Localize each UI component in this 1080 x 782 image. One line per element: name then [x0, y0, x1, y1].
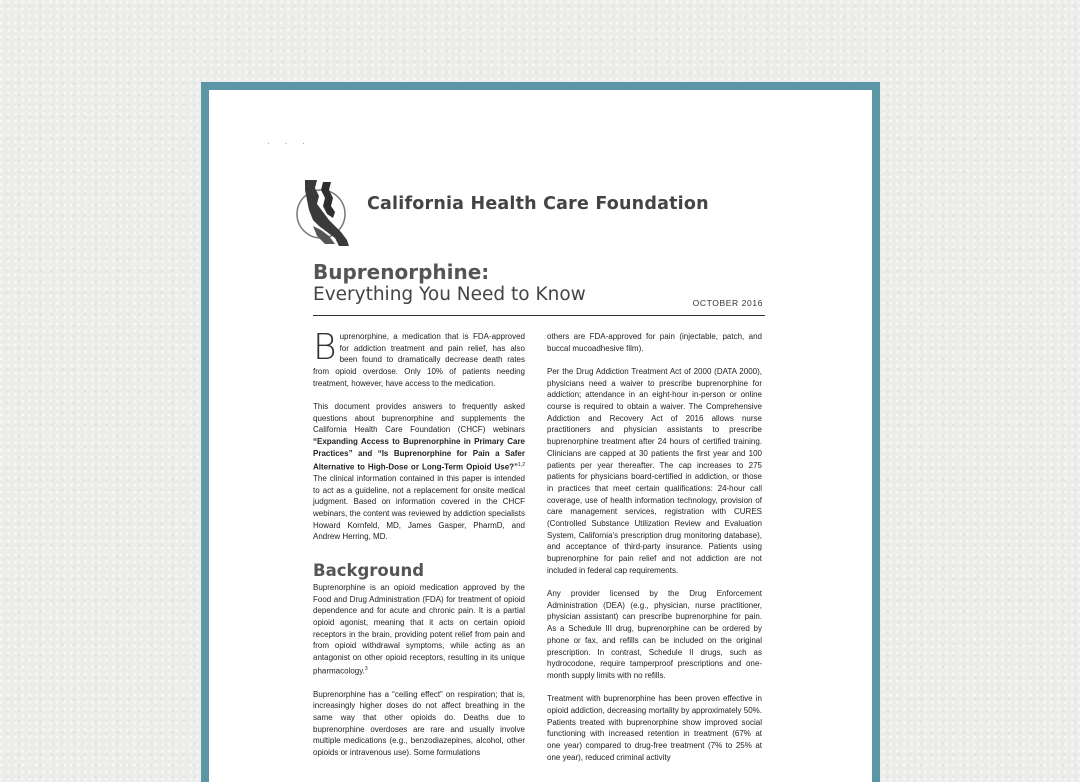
background-paragraph-1 [313, 582, 525, 677]
webinar-paragraph [313, 401, 525, 543]
doc-title: Buprenorphine: [313, 260, 490, 284]
background-footnote: 3 [364, 665, 368, 672]
title-rule [313, 315, 765, 316]
background-text-1: Buprenorphine is an opioid medication approved by the Food and Drug Administration (FDA) for treatment of opioid dependence and for acute and chronic pain. It is a partial opioid agonist, meaning that it acts on certain opioid receptors in the brain, providing potent relief from pain and from opioid withdrawal symptoms, while acting as an antagonist on other opioid receptors, resulting in its unique pharmacology. [313, 582, 525, 676]
webinar-footnote: 1,2 [518, 461, 525, 468]
california-state-logo-icon [295, 176, 361, 248]
drop-cap: B [313, 327, 337, 368]
right-paragraph-1: others are FDA-approved for pain (injectable, patch, and buccal mucoadhesive film). [547, 332, 762, 353]
left-column [313, 327, 525, 770]
doc-subtitle: Everything You Need to Know [313, 284, 586, 305]
intro-paragraph [313, 327, 525, 390]
title-block [313, 260, 765, 306]
webinar-text-b: The clinical information contained in this paper is intended to act as a guideline, not a replacement for onsite medical judgment. Based on information covered in the CHCF webinars, the content was reviewed by addiction specialists Howard Kornfeld, MD, James Gasper, PharmD, and Andrew Herring, MD. [313, 473, 525, 542]
right-paragraph-4: Treatment with buprenorphine has been proven effective in opioid addiction, decreasing mortality by approximately 50%. Patients treated with buprenorphine show improved social functioning with increased retention in treatment (67% at one year) compared to drug-free treatment (7% to 25% at one year), reduced criminal activity [547, 694, 762, 762]
webinar-titles: “Expanding Access to Buprenorphine in Primary Care Practices” and “Is Buprenorphine for Pain a Safer Alternative to High-Dose or Long-Term Opioid Use?” [313, 437, 525, 472]
speckles: · · · [267, 138, 311, 148]
right-paragraph-2: Per the Drug Addiction Treatment Act of 2000 (DATA 2000), physicians need a waiver to prescribe buprenorphine for addiction; attendance in an eight-hour in-person or online course is required to obtain a waiver. The Comprehensive Addiction and Recovery Act of 2016 allows nurse practitioners and physician assistants to prescribe buprenorphine treatment after 24 hours of certified training. Clinicians are capped at 30 patients the first year and 100 patients per year thereafter. The cap increases to 275 patients for physicians board-certified in addiction, or those in practices that meet certain qualifications: 24-hour call coverage, use of health information technology, provision of care management services, registration with CURES (Controlled Substance Utilization Review and Evaluation System, California's prescription drug monitoring database), and acceptance of third-party insurance. Patients using buprenorphine for pain relief and not addiction are not included in federal cap requirements. [547, 366, 762, 575]
org-name: California Health Care Foundation [367, 194, 709, 214]
background-paragraph-2: Buprenorphine has a “ceiling effect” on respiration; that is, increasingly higher doses do not affect breathing in the same way that other opioids do. Deaths due to buprenorphine overdoses are rare and usually involve multiple medications (e.g., benzodiazepines, alcohol, other opioids or intravenous use). Some formulations [313, 689, 525, 758]
right-paragraph-3: Any provider licensed by the Drug Enforcement Administration (DEA) (e.g., physician, nurse practitioner, physician assistant) can prescribe buprenorphine for pain. As a Schedule III drug, buprenorphine can be ordered by phone or fax, and refills can be included on the original prescription. In contrast, Schedule II drugs, such as hydrocodone, require tamperproof prescriptions and one-month supply limits with no refills. [547, 589, 762, 680]
background-heading: Background [313, 561, 425, 581]
document-frame [201, 82, 880, 782]
doc-date: OCTOBER 2016 [692, 298, 763, 308]
org-logo [295, 176, 745, 248]
webinar-text-a: This document provides answers to frequently asked questions about buprenorphine and supplements the California Health Care Foundation (CHCF) webinars [313, 402, 525, 435]
right-column [547, 331, 762, 775]
document-page [209, 90, 872, 782]
intro-text: uprenorphine, a medication that is FDA-approved for addiction treatment and pain relief, has also been found to dramatically decrease death rates from opioid overdose. Only 10% of patients needing treatment, however, have access to the medication. [313, 332, 525, 388]
